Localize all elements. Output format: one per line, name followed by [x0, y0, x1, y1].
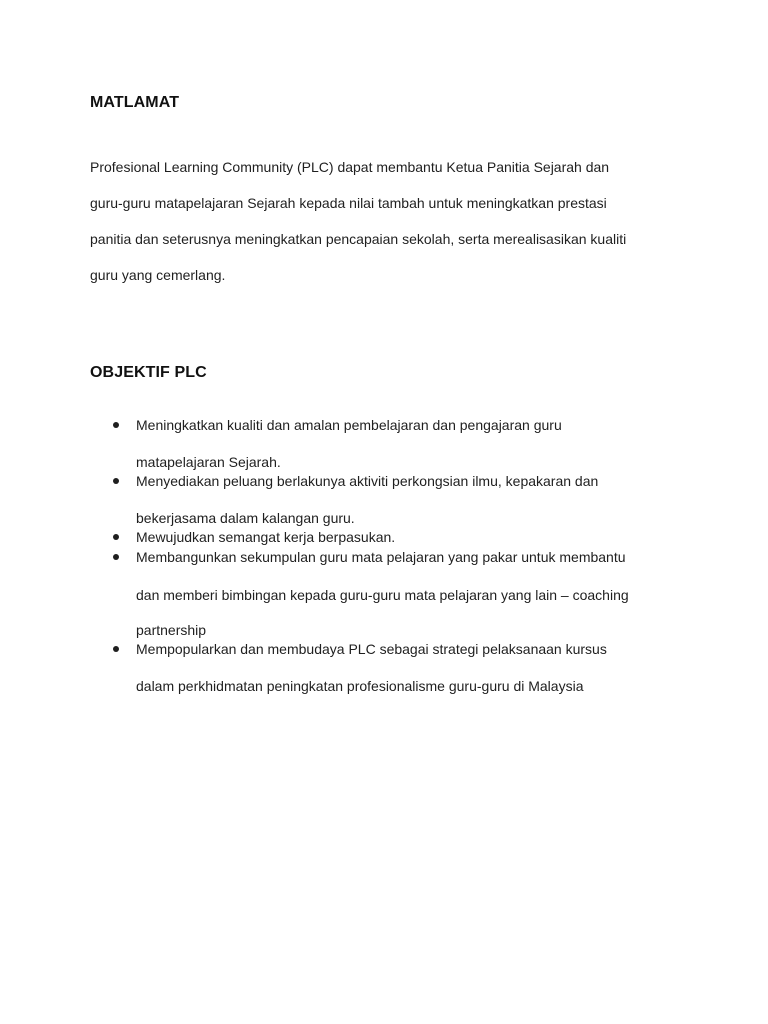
- matlamat-paragraph-line: panitia dan seterusnya meningkatkan pencapaian sekolah, serta merealisasikan kualiti: [90, 231, 627, 247]
- objective-item-line: dalam perkhidmatan peningkatan profesionalisme guru-guru di Malaysia: [136, 678, 584, 694]
- matlamat-paragraph-line: guru yang cemerlang.: [90, 267, 226, 283]
- bullet-icon: [113, 554, 119, 560]
- matlamat-paragraph-line: guru-guru matapelajaran Sejarah kepada nilai tambah untuk meningkatkan prestasi: [90, 195, 607, 211]
- objective-item-line: matapelajaran Sejarah.: [136, 454, 281, 470]
- bullet-icon: [113, 646, 119, 652]
- objective-item-line: Meningkatkan kualiti dan amalan pembelajaran dan pengajaran guru: [136, 417, 562, 433]
- bullet-icon: [113, 422, 119, 428]
- bullet-icon: [113, 478, 119, 484]
- matlamat-paragraph-line: Profesional Learning Community (PLC) dapat membantu Ketua Panitia Sejarah dan: [90, 159, 610, 175]
- objective-item-line: partnership: [136, 622, 207, 638]
- objective-item-line: bekerjasama dalam kalangan guru.: [136, 510, 355, 526]
- objective-item-line: dan memberi bimbingan kepada guru-guru mata pelajaran yang lain – coaching: [136, 587, 629, 603]
- bullet-icon: [113, 534, 119, 540]
- objective-item-line: Membangunkan sekumpulan guru mata pelajaran yang pakar untuk membantu: [136, 549, 626, 565]
- section-heading-objektif-plc: OBJEKTIF PLC: [90, 364, 207, 381]
- objective-item-line: Menyediakan peluang berlakunya aktiviti perkongsian ilmu, kepakaran dan: [136, 473, 599, 489]
- objective-item-line: Mewujudkan semangat kerja berpasukan.: [136, 529, 396, 545]
- objective-item-line: Mempopularkan dan membudaya PLC sebagai strategi pelaksanaan kursus: [136, 641, 607, 657]
- section-heading-matlamat: MATLAMAT: [90, 94, 180, 111]
